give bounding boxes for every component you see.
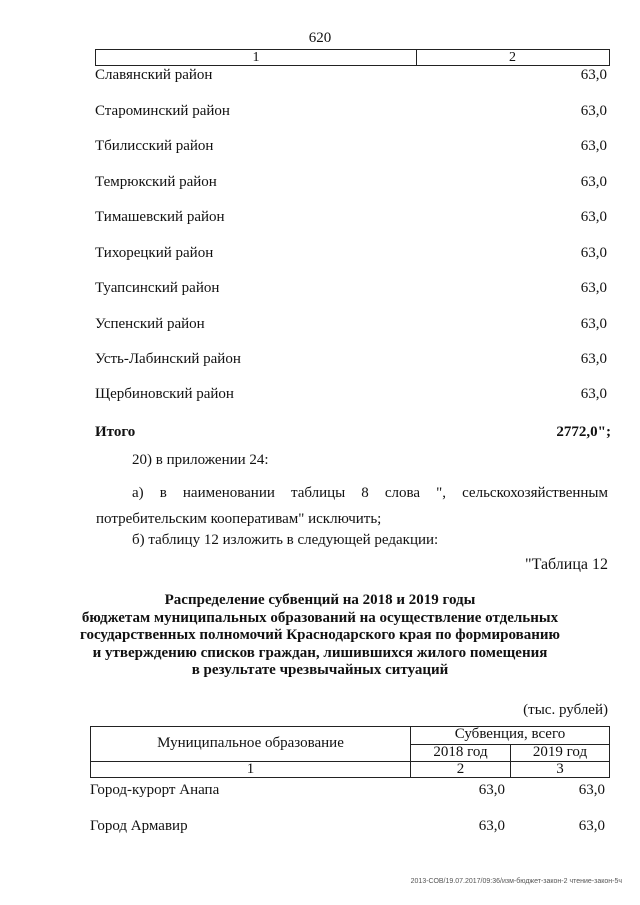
table-row	[95, 280, 607, 300]
table-row	[95, 316, 607, 336]
table-row	[95, 386, 607, 406]
col-num2: 2	[456, 761, 465, 777]
table-row	[95, 138, 607, 158]
table-row	[90, 818, 605, 838]
col-num3: 3	[556, 761, 564, 777]
total-row	[95, 424, 611, 444]
row-name: Успенский район	[95, 316, 205, 332]
title-line: в результате чрезвычайных ситуаций	[191, 662, 449, 678]
table2-header	[90, 726, 610, 778]
row-name: Усть-Лабинский район	[95, 351, 241, 367]
row-value: 63,0	[580, 138, 607, 154]
title-line: и утверждению списков граждан, лишившихся жилого помещения	[92, 644, 548, 661]
row-value: 63,0	[580, 316, 607, 332]
col-2018-label: 2018 год	[433, 744, 488, 760]
row-value: 63,0	[580, 67, 607, 83]
row-name: Тимашевский район	[95, 209, 225, 225]
col-2019-label: 2019 год	[532, 744, 588, 760]
row-value: 63,0	[580, 209, 607, 225]
table1-header	[95, 49, 610, 66]
table-row	[95, 103, 607, 123]
row-value: 63,0	[580, 280, 607, 296]
paragraph-item-a: а) в наименовании таблицы 8 слова ", сельскохозяйственным потребительским кооперативам" исключить;	[96, 485, 608, 527]
col-municipal-label: Муниципальное образование	[157, 735, 344, 751]
table-row	[90, 782, 605, 802]
row-name: Темрюкский район	[95, 174, 217, 190]
col-subvention-label: Субвенция, всего	[454, 726, 566, 742]
table-row	[95, 351, 607, 371]
total-label: Итого	[95, 424, 136, 440]
table-label: "Таблица 12	[525, 556, 608, 573]
table-row	[95, 174, 607, 194]
row-value-2018: 63,0	[478, 782, 505, 798]
table-row	[95, 67, 607, 87]
row-value-2019: 63,0	[578, 782, 605, 798]
row-name: Город Армавир	[90, 818, 188, 834]
footer-filename: 2013-СОВ/19.07.2017/09:36/изм-бюджет-закон-2 чтение-закон-5ч	[410, 878, 622, 885]
table-row	[95, 209, 607, 229]
row-value-2019: 63,0	[578, 818, 605, 834]
title-line: Распределение субвенций на 2018 и 2019 годы	[164, 592, 476, 608]
row-value: 63,0	[580, 103, 607, 119]
page-number: 620	[308, 30, 332, 46]
row-value: 63,0	[580, 386, 607, 402]
table1-header-col2: 2	[509, 50, 516, 65]
paragraph-item-b: б) таблицу 12 изложить в следующей редакции:	[132, 532, 439, 548]
row-value-2018: 63,0	[478, 818, 505, 834]
title-line: государственных полномочий Краснодарского края по формированию	[80, 627, 560, 643]
row-name: Туапсинский район	[95, 280, 220, 296]
row-name: Тихорецкий район	[95, 245, 214, 261]
units-label: (тыс. рублей)	[523, 702, 608, 718]
col-num1: 1	[246, 761, 255, 777]
table1-header-col1: 1	[96, 50, 417, 65]
row-name: Тбилисский район	[95, 138, 214, 154]
row-value: 63,0	[580, 245, 607, 261]
row-value: 63,0	[580, 174, 607, 190]
row-name: Староминский район	[95, 103, 230, 119]
title-line: бюджетам муниципальных образований на осуществление отдельных	[81, 609, 559, 626]
paragraph-item-20: 20) в приложении 24:	[132, 452, 269, 468]
table-row	[95, 245, 607, 265]
total-value: 2772,0";	[556, 424, 611, 440]
row-name: Город-курорт Анапа	[90, 782, 220, 798]
row-name: Щербиновский район	[95, 386, 234, 402]
document-title	[0, 592, 640, 680]
row-value: 63,0	[580, 351, 607, 367]
row-name: Славянский район	[95, 67, 213, 83]
